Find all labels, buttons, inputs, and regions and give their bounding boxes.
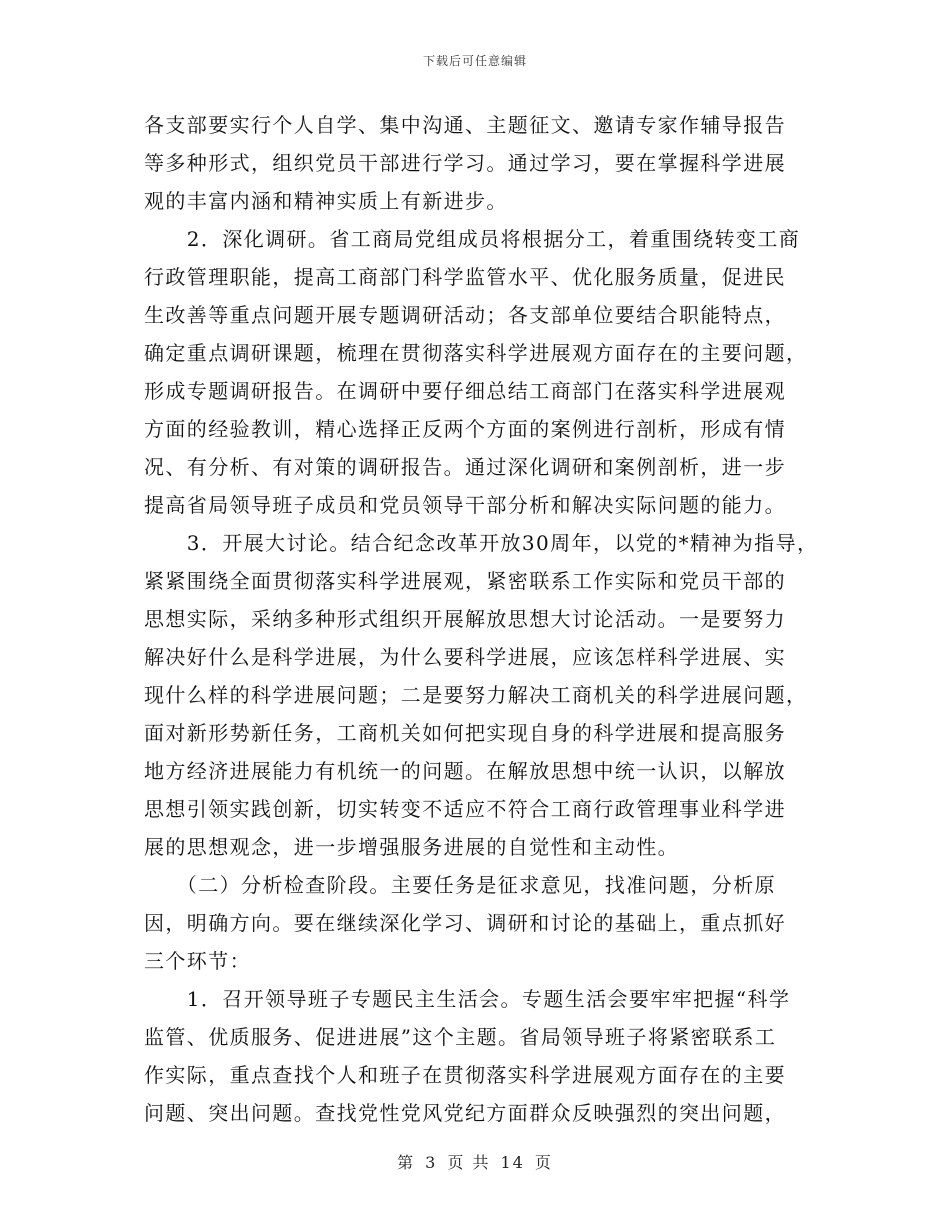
footer-prefix: 第 xyxy=(397,1153,416,1172)
text-line: 提高省局领导班子成员和党员领导干部分析和解决实际问题的能力。 xyxy=(144,493,786,517)
text-line: 解决好什么是科学进展，为什么要科学进展，应该怎样科学进展、实 xyxy=(144,645,786,669)
text-line: 3．开展大讨论。结合纪念改革开放30周年，以党的*精神为指导， xyxy=(144,531,819,555)
text-line: 行政管理职能，提高工商部门科学监管水平、优化服务质量，促进民 xyxy=(144,265,786,289)
footer-middle: 页 共 xyxy=(447,1153,491,1172)
text-line: 等多种形式，组织党员干部进行学习。通过学习，要在掌握科学进展 xyxy=(144,151,786,175)
text-line: 思想实际，采纳多种形式组织开展解放思想大讨论活动。一是要努力 xyxy=(144,607,786,631)
text-line: 紧紧围绕全面贯彻落实科学进展观，紧密联系工作实际和党员干部的 xyxy=(144,569,786,593)
text-line: 确定重点调研课题，梳理在贯彻落实科学进展观方面存在的主要问题， xyxy=(144,341,808,365)
text-line: 问题、突出问题。查找党性党风党纪方面群众反映强烈的突出问题， xyxy=(144,1101,786,1125)
footer-current-page: 3 xyxy=(425,1153,438,1172)
text-line: 作实际，重点查找个人和班子在贯彻落实科学进展观方面存在的主要 xyxy=(144,1063,786,1087)
text-line: 1．召开领导班子专题民主生活会。专题生活会要牢牢把握“科学 xyxy=(144,987,791,1011)
text-line: 生改善等重点问题开展专题调研活动；各支部单位要结合职能特点， xyxy=(144,303,786,327)
text-line: 思想引领实践创新，切实转变不适应不符合工商行政管理事业科学进 xyxy=(144,797,786,821)
text-line: 形成专题调研报告。在调研中要仔细总结工商部门在落实科学进展观 xyxy=(144,379,786,403)
footer-suffix: 页 xyxy=(534,1153,553,1172)
text-line: 地方经济进展能力有机统一的问题。在解放思想中统一认识，以解放 xyxy=(144,759,786,783)
body-text xyxy=(144,106,824,1132)
text-line: 观的丰富内涵和精神实质上有新进步。 xyxy=(144,189,508,213)
text-line: 各支部要实行个人自学、集中沟通、主题征文、邀请专家作辅导报告 xyxy=(144,113,786,137)
text-line: 2．深化调研。省工商局党组成员将根据分工，着重围绕转变工商 xyxy=(144,227,801,251)
header-note: 下载后可任意编辑 xyxy=(422,54,527,68)
text-line: 三个环节： xyxy=(144,949,251,973)
text-line: 方面的经验教训，精心选择正反两个方面的案例进行剖析，形成有情 xyxy=(144,417,786,441)
text-line: （二）分析检查阶段。主要任务是征求意见，找准问题，分析原 xyxy=(144,873,776,897)
text-line: 展的思想观念，进一步增强服务进展的自觉性和主动性。 xyxy=(144,835,679,859)
footer-total-pages: 14 xyxy=(500,1153,525,1172)
text-line: 因，明确方向。要在继续深化学习、调研和讨论的基础上，重点抓好 xyxy=(144,911,786,935)
text-line: 况、有分析、有对策的调研报告。通过深化调研和案例剖析，进一步 xyxy=(144,455,786,479)
text-line: 现什么样的科学进展问题；二是要努力解决工商机关的科学进展问题， xyxy=(144,683,808,707)
text-line: 面对新形势新任务，工商机关如何把实现自身的科学进展和提高服务 xyxy=(144,721,786,745)
text-line: 监管、优质服务、促进进展”这个主题。省局领导班子将紧密联系工 xyxy=(144,1025,777,1049)
page-footer xyxy=(0,1150,950,1173)
